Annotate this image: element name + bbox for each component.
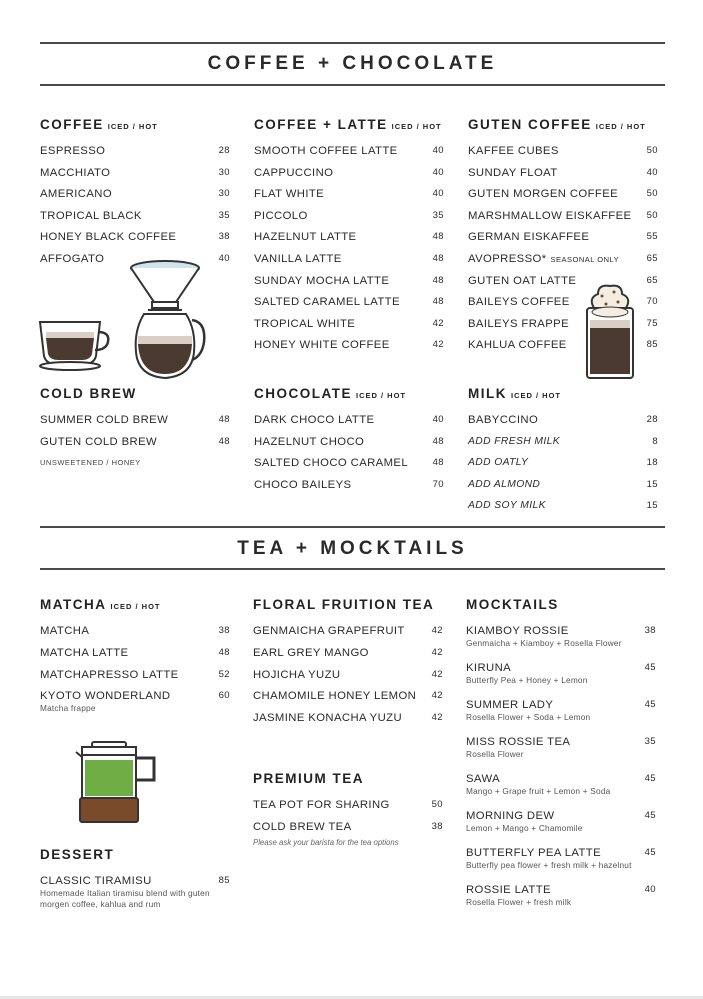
- item-name: MATCHA: [40, 625, 90, 637]
- item-price: 42: [432, 339, 444, 351]
- item-name: GENMAICHA GRAPEFRUIT: [253, 625, 405, 637]
- item-price: 38: [218, 625, 230, 636]
- section-title: MATCHA ICED / HOT: [40, 597, 161, 612]
- item-price: 40: [644, 884, 656, 895]
- item-price: 85: [218, 875, 230, 886]
- section-title: COFFEE + LATTE ICED / HOT: [254, 117, 442, 132]
- item-name: HAZELNUT CHOCO: [254, 435, 365, 448]
- item-price: 45: [644, 773, 656, 784]
- item-price: 50: [646, 209, 658, 221]
- item-name: ADD OATLY: [468, 457, 529, 469]
- item-name: TROPICAL WHITE: [254, 317, 356, 330]
- item-name: SUMMER LADY: [466, 699, 554, 711]
- menu-item: [40, 625, 230, 639]
- item-price: 18: [646, 457, 658, 469]
- menu-item: [40, 231, 230, 245]
- menu-item: [466, 773, 656, 787]
- item-price: 65: [646, 274, 658, 286]
- item-price: 15: [646, 478, 658, 490]
- matcha-section: [40, 597, 230, 714]
- item-name: HOJICHA YUZU: [253, 668, 341, 681]
- menu-item: [253, 690, 443, 704]
- item-name: MARSHMALLOW EISKAFFEE: [468, 209, 632, 222]
- menu-item: [468, 231, 658, 245]
- item-description: Matcha frappe: [40, 703, 96, 714]
- menu-item: [40, 188, 230, 202]
- mid-rule-2: [40, 568, 665, 570]
- menu-item: [253, 647, 443, 661]
- floral-section: [253, 597, 443, 725]
- item-name: ESPRESSO: [40, 145, 106, 157]
- item-price: 48: [432, 296, 444, 308]
- item-name: FLAT WHITE: [254, 188, 325, 201]
- item-price: 85: [646, 339, 658, 351]
- item-name: SUMMER COLD BREW: [40, 414, 169, 426]
- item-tag: SEASONAL ONLY: [550, 255, 620, 264]
- item-price: 42: [431, 668, 443, 680]
- guten-section: [468, 117, 658, 352]
- item-price: 52: [218, 668, 230, 680]
- coldbrew-section: [40, 386, 230, 467]
- item-description: Rosella Flower + Soda + Lemon: [466, 712, 591, 722]
- item-name: TEA POT FOR SHARING: [253, 799, 390, 811]
- item-name: BABYCCINO: [468, 414, 539, 426]
- section-title: COLD BREW: [40, 386, 137, 401]
- item-name: MORNING DEW: [466, 810, 555, 822]
- menu-item: [466, 847, 656, 861]
- item-description: Genmaicha + Kiamboy + Rosella Flower: [466, 638, 622, 648]
- section-banner-coffee-chocolate: COFFEE + CHOCOLATE: [207, 53, 498, 74]
- top-rule-1: [40, 42, 665, 44]
- item-name: CHOCO BAILEYS: [254, 478, 352, 491]
- item-name: SUNDAY MOCHA LATTE: [254, 274, 390, 287]
- iced-drink-icon: [584, 282, 636, 382]
- item-name: KAFFEE CUBES: [468, 145, 559, 157]
- tea-pot-icon: [72, 740, 160, 824]
- item-name: AFFOGATO: [40, 253, 105, 265]
- section-title: MILK ICED / HOT: [468, 386, 562, 401]
- item-price: 42: [431, 646, 443, 658]
- item-name: DARK CHOCO LATTE: [254, 414, 375, 426]
- item-price: 48: [432, 253, 444, 264]
- item-name: KIRUNA: [466, 662, 512, 674]
- item-price: 38: [644, 625, 656, 636]
- menu-item: [40, 875, 230, 889]
- menu-item: [40, 436, 230, 450]
- item-description: Butterfly Pea + Honey + Lemon: [466, 675, 588, 685]
- item-price: 38: [218, 231, 230, 243]
- coffee-cup-icon: [38, 316, 112, 372]
- menu-item: [40, 414, 230, 428]
- menu-item: [468, 436, 658, 450]
- item-description: Rosella Flower + fresh milk: [466, 897, 572, 907]
- menu-item: [253, 712, 443, 726]
- item-price: 38: [431, 821, 443, 832]
- item-price: 15: [646, 500, 658, 512]
- item-description: Mango + Grape fruit + Lemon + Soda: [466, 786, 611, 796]
- menu-item: [253, 799, 443, 813]
- menu-item: [468, 167, 658, 181]
- item-name: EARL GREY MANGO: [253, 646, 369, 659]
- item-price: 75: [646, 317, 658, 329]
- menu-item: [468, 210, 658, 224]
- item-price: 70: [432, 478, 444, 490]
- milk-section: [468, 386, 658, 512]
- mocktails-section: [466, 597, 656, 907]
- coffee-section: [40, 117, 230, 265]
- menu-item: [466, 736, 656, 750]
- item-price: 48: [432, 231, 444, 243]
- item-name: ADD ALMOND: [468, 478, 541, 490]
- item-price: 45: [644, 699, 656, 710]
- mid-rule-1: [40, 526, 665, 528]
- item-name: BAILEYS COFFEE: [468, 296, 570, 309]
- menu-item: [254, 210, 444, 224]
- item-price: 35: [644, 736, 656, 747]
- menu-item: [254, 296, 444, 310]
- item-name: KAHLUA COFFEE: [468, 339, 567, 352]
- menu-item: [254, 188, 444, 202]
- item-description: Lemon + Mango + Chamomile: [466, 823, 583, 833]
- menu-item: [254, 479, 444, 493]
- item-price: 35: [218, 209, 230, 221]
- item-price: 48: [218, 646, 230, 658]
- item-price: 45: [644, 810, 656, 821]
- item-name: JASMINE KONACHA YUZU: [253, 712, 403, 725]
- menu-item: [40, 690, 230, 704]
- item-name: SALTED CARAMEL LATTE: [254, 296, 400, 309]
- item-name: KYOTO WONDERLAND: [40, 690, 171, 703]
- menu-item: [40, 210, 230, 224]
- item-price: 45: [644, 662, 656, 673]
- menu-item: [254, 167, 444, 181]
- item-name: GERMAN EISKAFFEE: [468, 231, 590, 244]
- item-price: 40: [218, 253, 230, 264]
- section-banner-tea-mocktails: TEA + MOCKTAILS: [237, 538, 468, 559]
- item-name: AMERICANO: [40, 188, 113, 201]
- item-price: 30: [218, 166, 230, 178]
- item-price: 8: [652, 435, 658, 447]
- item-name: CAPPUCCINO: [254, 166, 334, 179]
- item-name: SAWA: [466, 773, 501, 785]
- item-price: 42: [431, 690, 443, 702]
- item-name: ADD SOY MILK: [468, 500, 546, 512]
- section-title: FLORAL FRUITION TEA: [253, 597, 435, 612]
- item-name: VANILLA LATTE: [254, 253, 342, 265]
- item-price: 55: [646, 231, 658, 243]
- item-price: 60: [218, 690, 230, 702]
- item-name: GUTEN COLD BREW: [40, 435, 158, 448]
- item-description: Homemade Italian tiramisu blend with guten morgen coffee, kahlua and rum: [40, 888, 210, 909]
- item-price: 50: [646, 145, 658, 156]
- item-price: 40: [432, 166, 444, 178]
- menu-item: [468, 253, 658, 267]
- section-title: GUTEN COFFEE ICED / HOT: [468, 117, 646, 132]
- menu-item: [254, 414, 444, 428]
- section-title: CHOCOLATE ICED / HOT: [254, 386, 407, 401]
- item-name: ROSSIE LATTE: [466, 884, 551, 896]
- premium-section: [253, 771, 443, 847]
- menu-item: [253, 821, 443, 835]
- menu-item: [468, 414, 658, 428]
- item-price: 48: [218, 435, 230, 447]
- menu-item: [466, 699, 656, 713]
- coldbrew-note: UNSWEETENED / HONEY: [40, 458, 141, 467]
- item-name: MATCHAPRESSO LATTE: [40, 668, 179, 681]
- item-price: 45: [644, 847, 656, 858]
- menu-item: [254, 275, 444, 289]
- menu-item: [466, 625, 656, 639]
- menu-item: [468, 457, 658, 471]
- item-price: 42: [432, 317, 444, 329]
- item-price: 42: [431, 625, 443, 636]
- item-name: SMOOTH COFFEE LATTE: [254, 145, 398, 157]
- menu-item: [468, 145, 658, 159]
- menu-item: [254, 339, 444, 353]
- item-price: 65: [646, 253, 658, 264]
- item-price: 50: [646, 188, 658, 200]
- menu-item: [253, 669, 443, 683]
- item-description: Rosella Flower: [466, 749, 524, 759]
- item-name: ADD FRESH MILK: [468, 435, 560, 447]
- item-name: GUTEN OAT LATTE: [468, 274, 577, 287]
- item-price: 40: [432, 414, 444, 425]
- section-title: MOCKTAILS: [466, 597, 559, 612]
- item-name: TROPICAL BLACK: [40, 209, 142, 222]
- item-name: BAILEYS FRAPPE: [468, 317, 570, 330]
- item-name: MATCHA LATTE: [40, 646, 129, 659]
- item-description: Butterfly pea flower + fresh milk + hazelnut: [466, 860, 632, 870]
- item-price: 30: [218, 188, 230, 200]
- dessert-section: [40, 847, 230, 909]
- menu-item: [466, 662, 656, 676]
- menu-item: [468, 188, 658, 202]
- item-name: SUNDAY FLOAT: [468, 166, 558, 179]
- menu-item: [468, 479, 658, 493]
- item-name: KIAMBOY ROSSIE: [466, 625, 569, 637]
- premium-note: Please ask your barista for the tea options: [253, 838, 399, 847]
- menu-item: [466, 810, 656, 824]
- item-name: PICCOLO: [254, 209, 308, 222]
- menu-item: [468, 500, 658, 514]
- item-price: 50: [431, 799, 443, 810]
- item-price: 40: [646, 166, 658, 178]
- section-title: COFFEE ICED / HOT: [40, 117, 158, 132]
- menu-item: [40, 167, 230, 181]
- top-rule-2: [40, 84, 665, 86]
- item-name: CHAMOMILE HONEY LEMON: [253, 690, 417, 703]
- item-name: BUTTERFLY PEA LATTE: [466, 847, 602, 859]
- item-name: AVOPRESSO* SEASONAL ONLY: [468, 253, 620, 265]
- menu-item: [254, 253, 444, 267]
- item-name: HAZELNUT LATTE: [254, 231, 357, 244]
- menu-item: [254, 231, 444, 245]
- item-name: MISS ROSSIE TEA: [466, 736, 571, 748]
- menu-item: [254, 436, 444, 450]
- item-price: 48: [432, 274, 444, 286]
- item-name: MACCHIATO: [40, 166, 111, 179]
- latte-section: [254, 117, 444, 352]
- item-price: 40: [432, 188, 444, 200]
- menu-item: [253, 625, 443, 639]
- item-price: 40: [432, 145, 444, 156]
- item-name: SALTED CHOCO CARAMEL: [254, 457, 409, 470]
- item-price: 42: [431, 712, 443, 724]
- item-name: CLASSIC TIRAMISU: [40, 875, 152, 887]
- menu-item: [254, 457, 444, 471]
- item-name: GUTEN MORGEN COFFEE: [468, 188, 619, 201]
- menu-item: [254, 318, 444, 332]
- menu-item: [40, 145, 230, 159]
- section-title: PREMIUM TEA: [253, 771, 364, 786]
- item-name: HONEY BLACK COFFEE: [40, 231, 177, 244]
- menu-item: [40, 669, 230, 683]
- pour-over-icon: [126, 256, 206, 384]
- item-name: COLD BREW TEA: [253, 821, 352, 833]
- item-price: 35: [432, 209, 444, 221]
- menu-item: [466, 884, 656, 898]
- menu-item: [40, 647, 230, 661]
- item-price: 28: [218, 145, 230, 156]
- item-price: 48: [432, 435, 444, 447]
- item-price: 28: [646, 414, 658, 425]
- item-name: HONEY WHITE COFFEE: [254, 339, 390, 352]
- chocolate-section: [254, 386, 444, 491]
- item-price: 70: [646, 296, 658, 308]
- item-price: 48: [432, 457, 444, 469]
- item-price: 48: [218, 414, 230, 425]
- section-title: DESSERT: [40, 847, 115, 862]
- menu-item: [254, 145, 444, 159]
